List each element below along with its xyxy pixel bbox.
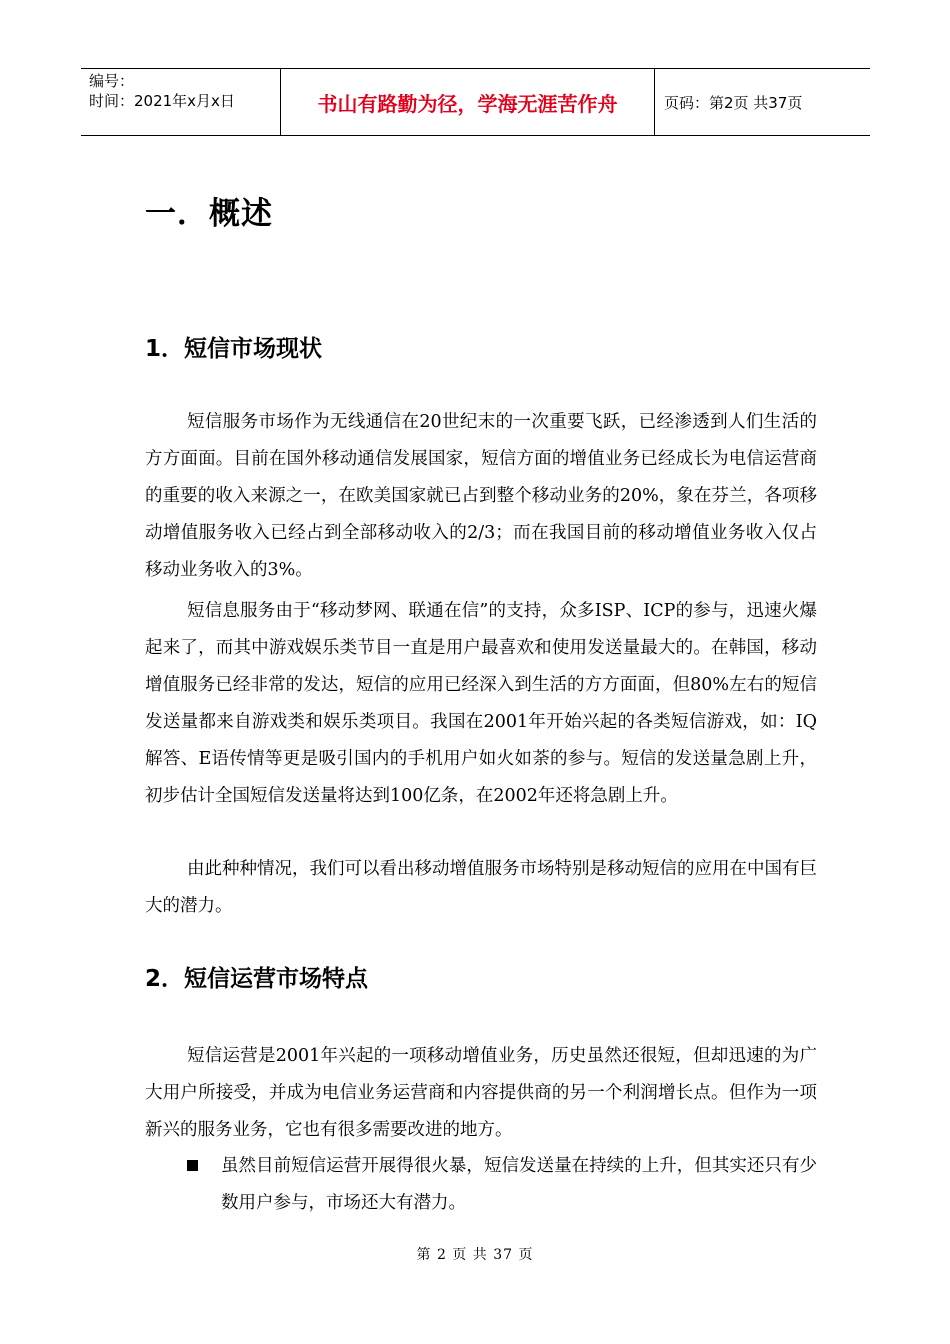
square-bullet-icon xyxy=(187,1160,198,1171)
page-header xyxy=(81,68,870,136)
date-label: 时间：2021年x月x日 xyxy=(89,92,235,110)
section-heading-1: 1．短信市场现状 xyxy=(145,336,323,362)
paragraph-2: 短信息服务由于“移动梦网、联通在信”的支持，众多ISP、ICP的参与，迅速火爆起来了，而其中游戏娱乐类节目一直是用户最喜欢和使用发送量最大的。在韩国，移动增值服务已经非常的发达，短信的应用已经深入到生活的方方面面，但80%左右的短信发送量都来自游戏类和娱乐类项目。我国在2001年开始兴起的各类短信游戏，如：IQ解答、E语传情等更是吸引国内的手机用户如火如荼的参与。短信的发送量急剧上升，初步估计全国短信发送量将达到100亿条，在2002年还将急剧上升。 xyxy=(145,601,817,806)
bullet-list-item xyxy=(145,1148,817,1222)
serial-label: 编号： xyxy=(89,72,135,90)
paragraph-3: 由此种种情况，我们可以看出移动增值服务市场特别是移动短信的应用在中国有巨大的潜力。 xyxy=(145,859,817,916)
document-title: 一．概述 xyxy=(145,196,273,232)
paragraph-4: 短信运营是2001年兴起的一项移动增值业务，历史虽然还很短，但却迅速的为广大用户所接受，并成为电信业务运营商和内容提供商的另一个利润增长点。但作为一项新兴的服务业务，它也有很多需要改进的地方。 xyxy=(145,1046,817,1140)
bullet-text: 虽然目前短信运营开展得很火暴，短信发送量在持续的上升，但其实还只有少数用户参与，市场还大有潜力。 xyxy=(221,1156,817,1213)
page-footer: 第 2 页 共 37 页 xyxy=(416,1247,534,1263)
header-page-info: 页码：第2页 共37页 xyxy=(664,93,803,112)
header-meta xyxy=(81,69,281,135)
paragraph-1: 短信服务市场作为无线通信在20世纪末的一次重要飞跃，已经渗透到人们生活的方方面面。目前在国外移动通信发展国家，短信方面的增值业务已经成长为电信运营商的重要的收入来源之一，在欧美国家就已占到整个移动业务的20%，象在芬兰，各项移动增值服务收入已经占到全部移动收入的2/3；而在我国目前的移动增值业务收入仅占移动业务收入的3%。 xyxy=(145,412,817,580)
header-motto: 书山有路勤为径，学海无涯苦作舟 xyxy=(281,69,655,135)
section-heading-2: 2．短信运营市场特点 xyxy=(145,966,369,992)
